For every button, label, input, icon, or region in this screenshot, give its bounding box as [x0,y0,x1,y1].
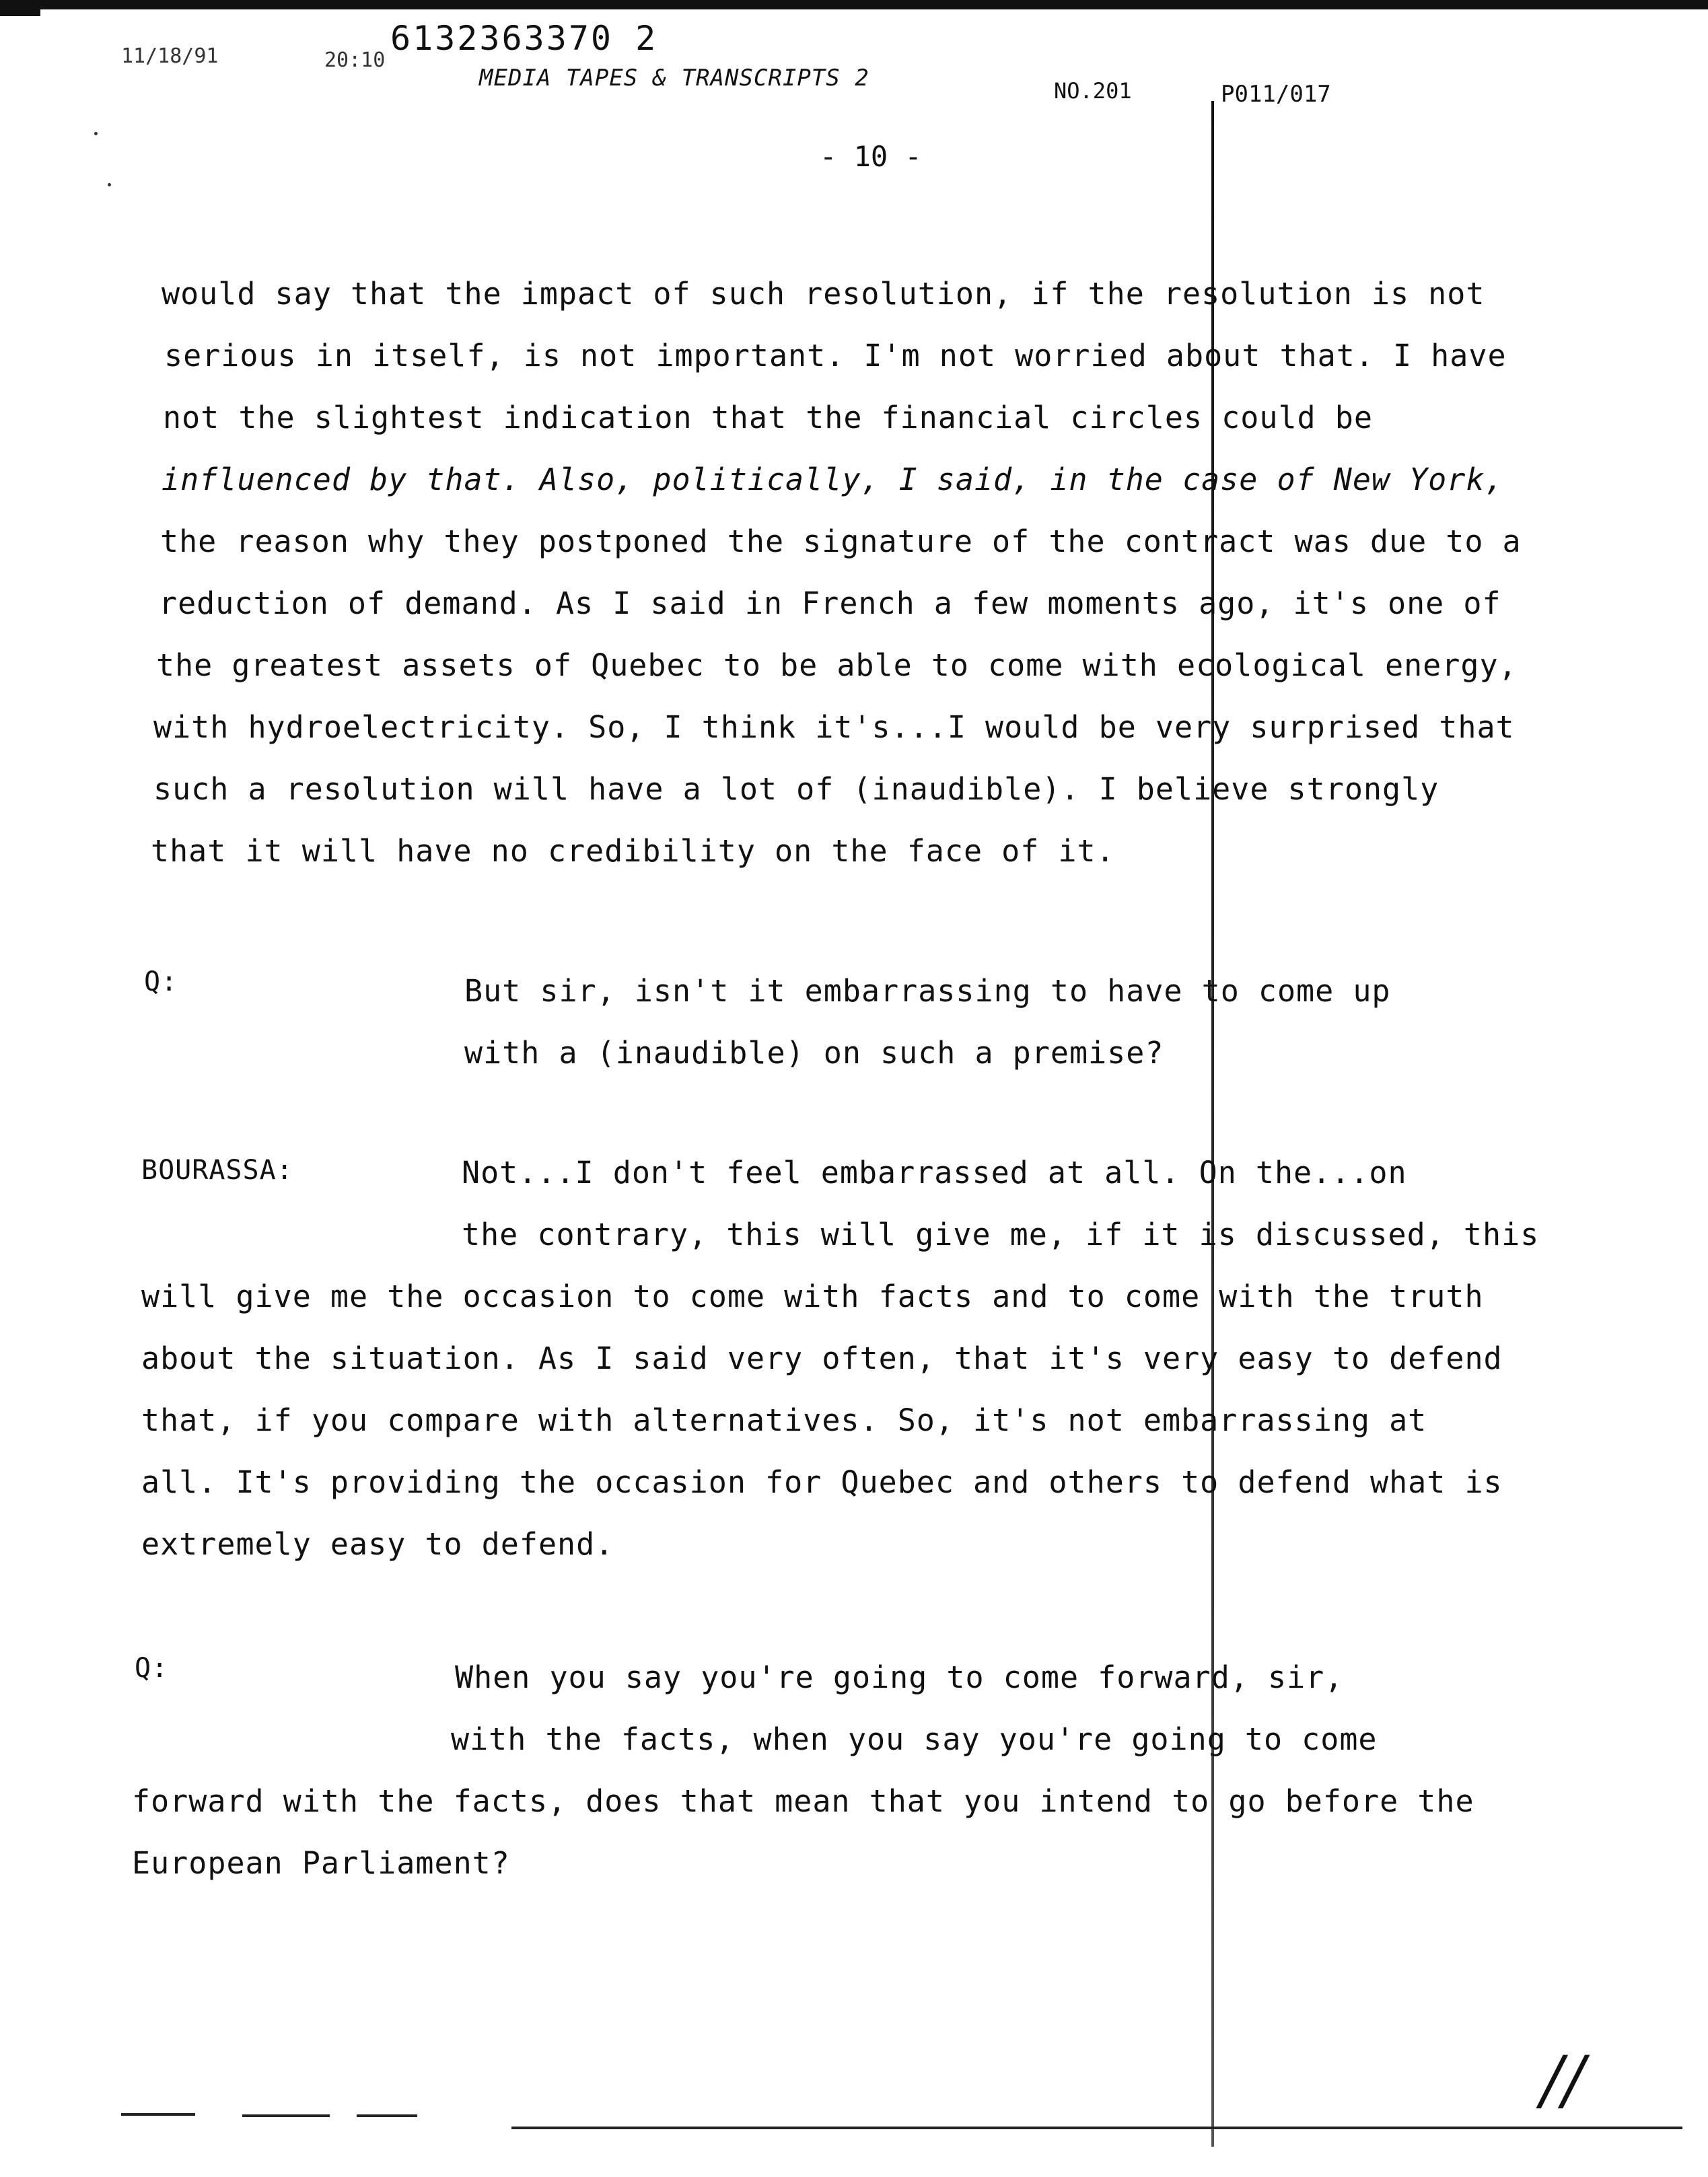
transcript-line: forward with the facts, does that mean that you intend to go before the [132,1783,1474,1819]
transcript-line: all. It's providing the occasion for Quebec and others to defend what is [141,1464,1503,1500]
transcript-line: the reason why they postponed the signature of the contract was due to a [160,524,1522,559]
speaker-label: BOURASSA: [141,1155,293,1186]
transcript-line: with the facts, when you say you're going to come [451,1721,1378,1757]
transcript-line: that, if you compare with alternatives. So, it's not embarrassing at [141,1402,1427,1438]
transcript-line: with a (inaudible) on such a premise? [464,1035,1164,1071]
scan-speck [108,183,111,186]
transcript-line: When you say you're going to come forward, sir, [455,1659,1344,1695]
fax-date: 11/18/91 [121,44,219,68]
transcript-line: such a resolution will have a lot of (inaudible). I believe strongly [153,771,1439,807]
transcript-line: the contrary, this will give me, if it is discussed, this [462,1217,1540,1252]
transcript-line: European Parliament? [132,1845,510,1881]
footer-rule [121,2113,195,2116]
page-number: - 10 - [820,140,922,173]
fax-top-border-notch [0,0,40,16]
footer-rule [511,2127,1682,2129]
transcript-line: extremely easy to defend. [141,1526,614,1562]
transcript-line: will give me the occasion to come with facts and to come with the truth [141,1279,1484,1314]
transcript-line: influenced by that. Also, politically, I said, in the case of New York, [162,462,1504,497]
fax-page-reference: P011/017 [1221,81,1331,108]
fax-time: 20:10 [324,48,386,72]
footer-rule [242,2114,330,2117]
speaker-label: Q: [135,1653,169,1684]
transcript-line: But sir, isn't it embarrassing to have to come up [464,973,1391,1009]
fax-transmission-number: NO.201 [1054,78,1132,104]
end-of-page-mark: // [1541,2042,1585,2118]
transcript-line: serious in itself, is not important. I'm not worried about that. I have [164,338,1507,373]
transcript-line: not the slightest indication that the financial circles could be [163,400,1373,435]
transcript-line: Not...I don't feel embarrassed at all. On the...on [462,1155,1407,1190]
transcript-line: that it will have no credibility on the face of it. [151,833,1115,869]
scan-speck [94,132,98,135]
fax-number: 6132363370 2 [390,19,658,58]
fax-sender: MEDIA TAPES & TRANSCRIPTS 2 [479,65,869,92]
transcript-line: would say that the impact of such resolution, if the resolution is not [162,276,1485,312]
transcript-line: reduction of demand. As I said in French a few moments ago, it's one of [159,585,1501,621]
transcript-line: about the situation. As I said very often, that it's very easy to defend [141,1341,1503,1376]
transcript-line: the greatest assets of Quebec to be able to come with ecological energy, [156,647,1518,683]
fax-top-border [0,0,1708,9]
speaker-label: Q: [144,966,178,997]
footer-rule [357,2114,417,2117]
transcript-line: with hydroelectricity. So, I think it's...I would be very surprised that [153,709,1515,745]
